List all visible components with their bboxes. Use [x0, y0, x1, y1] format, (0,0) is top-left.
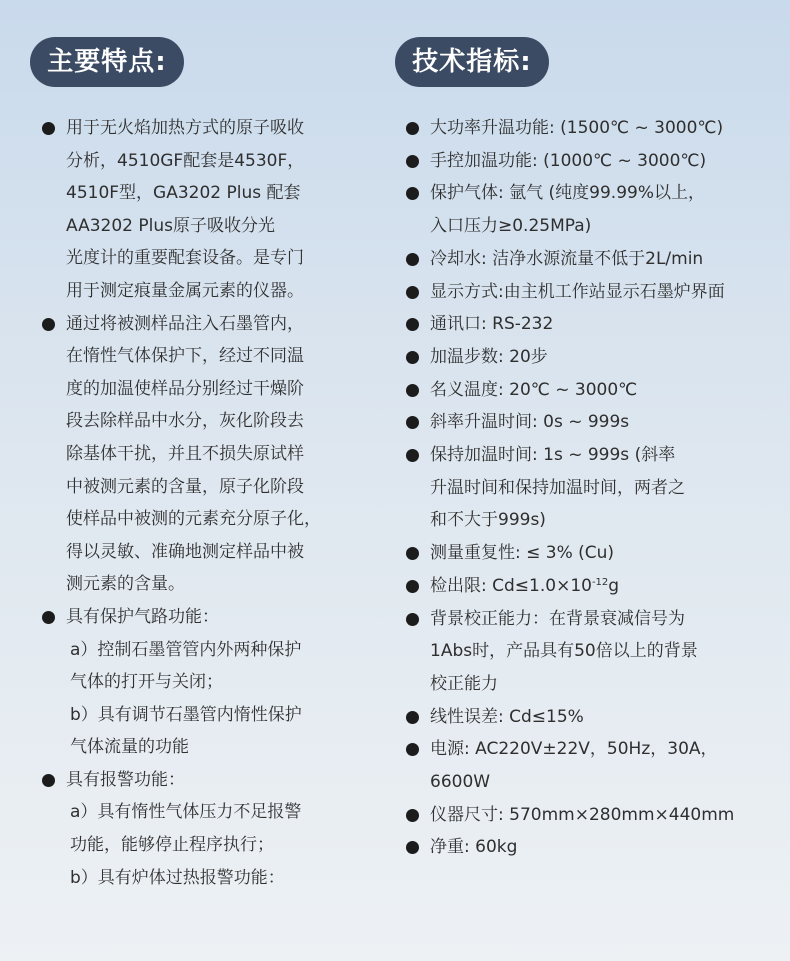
spec-text: 加温步数: 20步 — [430, 346, 548, 367]
list-item — [405, 603, 765, 701]
spec-text: 背景校正能力：在背景衰减信号为 1Abs时，产品具有50倍以上的背景 校正能力 — [430, 608, 698, 694]
detection-limit-prefix: 检出限: Cd≤1.0×10 — [430, 575, 592, 596]
bullet-icon — [406, 122, 419, 135]
list-item — [405, 733, 765, 798]
features-list — [30, 112, 375, 894]
spec-text: 冷却水: 洁净水源流量不低于2L/min — [430, 248, 704, 269]
feature-text: 具有保护气路功能： — [66, 606, 219, 627]
list-item — [405, 308, 765, 341]
spec-text: 净重: 60kg — [430, 837, 518, 858]
spec-text: 大功率升温功能: (1500℃ ~ 3000℃) — [430, 118, 724, 138]
list-item — [30, 112, 375, 308]
spec-text: 手控加温功能: (1000℃ ~ 3000℃) — [430, 150, 707, 171]
spec-text: 电源: AC220V±22V，50Hz，30A， 6600W — [430, 739, 718, 793]
list-item — [405, 243, 765, 276]
specs-title: 技术指标: — [395, 37, 549, 87]
feature-subitem: b）具有炉体过热报警功能： — [70, 867, 285, 888]
detection-limit-unit: g — [608, 575, 620, 596]
specs-list — [405, 112, 765, 864]
bullet-icon — [406, 580, 419, 593]
feature-text: 用于无火焰加热方式的原子吸收 分析，4510GF配套是4530F， 4510F型，GA3202 Plus 配套 AA3202 Plus原子吸收分光 光度计的重要配套设备。是专门 用于测定痕量金属元素的仪器。 — [66, 118, 305, 301]
spec-text: 名义温度: 20℃ ~ 3000℃ — [430, 379, 638, 400]
spec-text: 保护气体: 氩气 (纯度99.99%以上， 入口压力≥0.25MPa) — [430, 183, 705, 237]
list-item — [30, 764, 375, 894]
list-item — [405, 276, 765, 309]
list-item — [405, 701, 765, 734]
list-item — [405, 831, 765, 864]
bullet-icon — [406, 384, 419, 397]
bullet-icon — [406, 809, 419, 822]
feature-text: 通过将被测样品注入石墨管内， 在惰性气体保护下，经过不同温 度的加温使样品分别经过干燥阶 段去除样品中水分，灰化阶段去 除基体干扰，并且不损失原试样 中被测元素的含量，原子化阶段 使样品中被测的元素充分原子化， 得以灵敏、准确地测定样品中被 测元素的含量。 — [66, 313, 321, 595]
bullet-icon — [406, 253, 419, 266]
spec-text: 仪器尺寸: 570mm×280mm×440mm — [430, 804, 735, 825]
list-item — [405, 570, 765, 603]
spec-text-detection-limit — [405, 570, 765, 603]
feature-subitem: b）具有调节石墨管内惰性保护 气体流量的功能 — [70, 704, 302, 758]
list-item — [405, 177, 765, 242]
bullet-icon — [406, 711, 419, 724]
bullet-icon — [406, 449, 419, 462]
feature-subitem: a）具有惰性气体压力不足报警 功能，能够停止程序执行； — [70, 802, 302, 856]
list-item — [405, 537, 765, 570]
bullet-icon — [42, 774, 55, 787]
spec-text: 线性误差: Cd≤15% — [430, 706, 584, 727]
bullet-icon — [406, 351, 419, 364]
bullet-icon — [406, 613, 419, 626]
spec-text: 保持加温时间: 1s ~ 999s (斜率 升温时间和保持加温时间，两者之 和不大于999s) — [430, 445, 685, 531]
feature-subitem: a）控制石墨管管内外两种保护 气体的打开与关闭； — [70, 639, 302, 693]
spec-text: 通讯口: RS-232 — [430, 314, 554, 335]
spec-text: 测量重复性: ≤ 3% (Cu) — [430, 543, 615, 564]
list-item — [30, 601, 375, 764]
bullet-icon — [42, 318, 55, 331]
list-item — [405, 145, 765, 178]
list-item — [30, 308, 375, 601]
list-item — [405, 374, 765, 407]
bullet-icon — [406, 286, 419, 299]
list-item — [405, 341, 765, 374]
detection-limit-exponent: -12 — [591, 576, 609, 588]
features-title: 主要特点: — [30, 37, 184, 87]
feature-text: 具有报警功能： — [66, 769, 185, 790]
list-item — [405, 406, 765, 439]
spec-text: 斜率升温时间: 0s ~ 999s — [430, 412, 630, 433]
list-item — [405, 112, 765, 145]
list-item — [405, 439, 765, 537]
bullet-icon — [42, 611, 55, 624]
list-item — [405, 799, 765, 832]
bullet-icon — [406, 155, 419, 168]
spec-text: 显示方式:由主机工作站显示石墨炉界面 — [430, 281, 725, 302]
bullet-icon — [42, 122, 55, 135]
